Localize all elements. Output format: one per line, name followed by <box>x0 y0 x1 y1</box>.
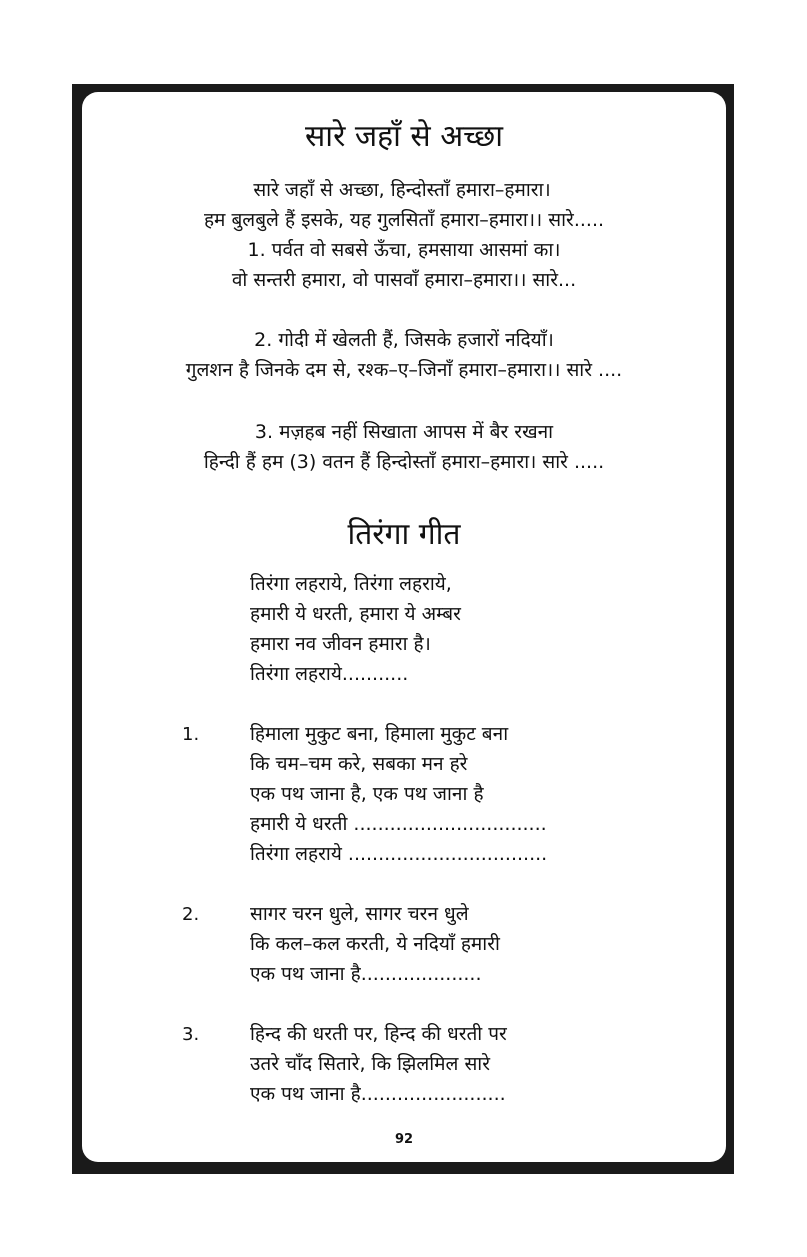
song1-line-2: हम बुलबुले हैं इसके, यह गुलसिताँ हमारा–हमारा।। सारे..... <box>203 209 605 231</box>
verse-1-line-5: तिरंगा लहराये ................................. <box>250 843 548 865</box>
chorus-line-2: हमारी ये धरती, हमारा ये अम्बर <box>250 603 461 625</box>
verse-2-number: 2. <box>182 904 200 925</box>
song1-line-8: हिन्दी हैं हम (3) वतन हैं हिन्दोस्ताँ हमारा–हमारा। सारे ..... <box>203 451 605 473</box>
song1-line-3: 1. पर्वत वो सबसे ऊँचा, हमसाया आसमां का। <box>247 239 561 261</box>
verse-2-line-2: कि कल–कल करती, ये नदियाँ हमारी <box>250 933 500 955</box>
verse-1-line-3: एक पथ जाना है, एक पथ जाना है <box>250 783 484 805</box>
song1-line-1: सारे जहाँ से अच्छा, हिन्दोस्ताँ हमारा–हमारा। <box>253 179 551 201</box>
verse-3-number: 3. <box>182 1024 200 1045</box>
verse-1-line-2: कि चम–चम करे, सबका मन हरे <box>250 753 468 775</box>
page-number: 92 <box>394 1132 414 1147</box>
page-frame <box>72 84 734 1174</box>
verse-3-line-2: उतरे चाँद सितारे, कि झिलमिल सारे <box>250 1053 490 1075</box>
song1-line-4: वो सन्तरी हमारा, वो पासवाँ हमारा–हमारा।। सारे... <box>231 269 577 291</box>
song1-line-6: गुलशन है जिनके दम से, रश्क–ए–जिनाँ हमारा–हमारा।। सारे .... <box>185 359 623 381</box>
chorus-line-3: हमारा नव जीवन हमारा है। <box>250 633 431 655</box>
verse-3-line-1: हिन्द की धरती पर, हिन्द की धरती पर <box>250 1023 507 1045</box>
chorus-line-4: तिरंगा लहराये........... <box>250 663 409 685</box>
song1-title: सारे जहाँ से अच्छा <box>305 119 503 154</box>
song1-line-5: 2. गोदी में खेलती हैं, जिसके हजारों नदियाँ। <box>254 329 554 351</box>
page-card <box>82 92 726 1162</box>
chorus-line-1: तिरंगा लहराये, तिरंगा लहराये, <box>250 573 452 595</box>
song2-title: तिरंगा गीत <box>347 517 461 552</box>
verse-2-line-1: सागर चरन धुले, सागर चरन धुले <box>250 903 469 925</box>
verse-1-line-4: हमारी ये धरती ................................ <box>250 813 547 835</box>
song1-line-7: 3. मज़हब नहीं सिखाता आपस में बैर रखना <box>254 421 554 443</box>
verse-2-line-3: एक पथ जाना है.................... <box>250 963 482 985</box>
verse-1-number: 1. <box>182 724 200 745</box>
verse-3-line-3: एक पथ जाना है........................ <box>250 1083 506 1105</box>
verse-1-line-1: हिमाला मुकुट बना, हिमाला मुकुट बना <box>250 723 509 745</box>
